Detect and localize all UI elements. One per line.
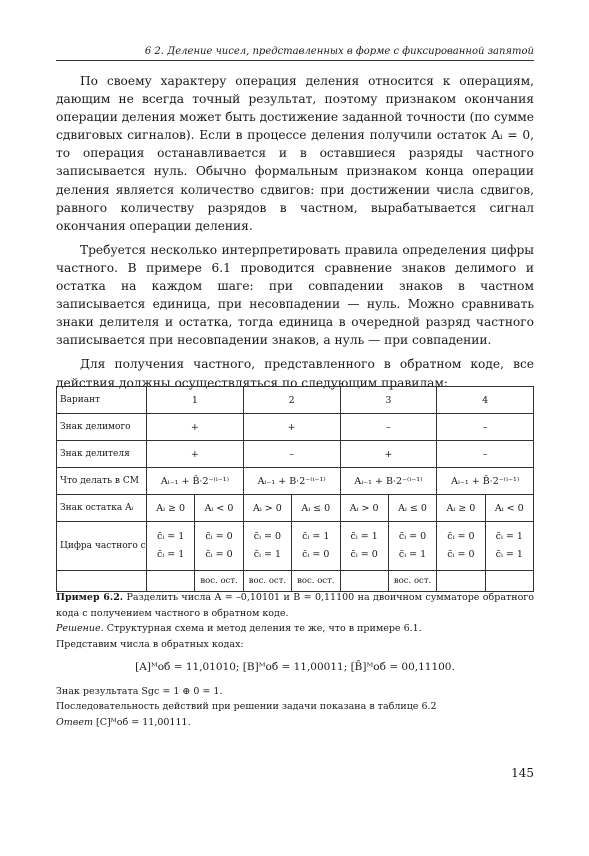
action-cell: Aᵢ₋₁ + B̄·2⁻⁽ⁱ⁻¹⁾ <box>437 468 534 495</box>
solution-text: Структурная схема и метод деления те же, что в примере 6.1. <box>106 623 422 634</box>
answer-label: Ответ <box>56 716 93 728</box>
action-label: Что делать в СМ <box>57 468 147 495</box>
example-task-text: Разделить числа A = –0,10101 и B = 0,11100 на двоичном сумматоре обратного кода с получением частного в обратном коде. <box>56 592 534 619</box>
digit-bottom: c̄ᵢ = 0 <box>447 549 475 560</box>
paragraph-1: По своему характеру операция деления относится к операциям, дающим не всегда точный результат, поэтому признаком окончания операции деления может быть достижение заданной точности (по сумме сдвиговых сигналов). Если в процессе деления получили остаток Aᵢ = 0, то операция останавливается и в оставшиеся разряды частного записывается нуль. Обычно формальным признаком конца операции деления является количество сдвигов: при достижении числа сдвигов, равного количеству разрядов в частном, вырабатывается сигнал окончания операции деления. <box>56 74 534 233</box>
remainder-sign-cell: Aᵢ < 0 <box>485 495 533 522</box>
restore-note-cell: вос. ост. <box>243 571 291 592</box>
dividend-sign-label: Знак делимого <box>57 414 147 441</box>
restore-note-cell <box>437 571 485 592</box>
example-task <box>56 590 534 621</box>
divisor-sign-row <box>57 441 534 468</box>
remainder-sign-label: Знак остатка Aᵢ <box>57 495 147 522</box>
quotient-digit-label: Цифра частного с <box>57 522 147 571</box>
quotient-digit-cell <box>243 522 291 571</box>
codes-formula: [A]ᴹоб = 11,01010; [B]ᴹоб = 11,00011; [B̄]ᴹоб = 00,11100. <box>135 661 455 673</box>
variant-row <box>57 387 534 414</box>
digit-bottom: c̄ᵢ = 0 <box>350 549 378 560</box>
digit-top: c̄ᵢ = 1 <box>157 531 185 542</box>
divisor-sign-cell: + <box>147 441 244 468</box>
digit-bottom: c̄ᵢ = 1 <box>495 549 523 560</box>
solution-label: Решение. <box>56 623 104 634</box>
dividend-sign-cell: + <box>147 414 244 441</box>
dividend-sign-row <box>57 414 534 441</box>
variant-cell: 1 <box>147 387 244 414</box>
remainder-sign-row <box>57 495 534 522</box>
restore-note-cell <box>147 571 195 592</box>
restore-note-cell <box>485 571 533 592</box>
digit-top: c̄ᵢ = 1 <box>350 531 378 542</box>
digit-top: c̄ᵢ = 1 <box>495 531 523 542</box>
example-block <box>56 590 534 730</box>
page-number: 145 <box>511 766 534 780</box>
divisor-sign-label: Знак делителя <box>57 441 147 468</box>
variant-cell: 4 <box>437 387 534 414</box>
dividend-sign-cell: + <box>243 414 340 441</box>
sequence-text: Последовательность действий при решении задачи показана в таблице 6.2 <box>56 701 437 712</box>
remainder-sign-cell: Aᵢ > 0 <box>243 495 291 522</box>
represent-text: Представим числа в обратных кодах: <box>56 638 244 650</box>
divisor-sign-cell: + <box>340 441 437 468</box>
action-cell: Aᵢ₋₁ + B̄·2⁻⁽ⁱ⁻¹⁾ <box>147 468 244 495</box>
quotient-digit-cell <box>147 522 195 571</box>
digit-top: c̄ᵢ = 1 <box>302 531 330 542</box>
remainder-sign-cell: Aᵢ ≥ 0 <box>437 495 485 522</box>
digit-bottom: c̄ᵢ = 1 <box>398 549 427 560</box>
dividend-sign-cell: – <box>340 414 437 441</box>
action-cell: Aᵢ₋₁ + B·2⁻⁽ⁱ⁻¹⁾ <box>243 468 340 495</box>
quotient-digit-cell <box>437 522 485 571</box>
paragraph-2: Требуется несколько интерпретировать правила определения цифры частного. В примере 6.1 проводится сравнение знаков делимого и остатка на каждом шаге: при совпадении знаков в частном записывается единица, при несовпадении — нуль. Можно сравнивать знаки делителя и остатка, тогда единица в очередной разряд частного записывается при несовпадении знаков, а нуль — при совпадении. <box>56 242 534 348</box>
action-cell: Aᵢ₋₁ + B·2⁻⁽ⁱ⁻¹⁾ <box>340 468 437 495</box>
main-text <box>56 72 534 398</box>
action-row <box>57 468 534 495</box>
quotient-digit-row <box>57 522 534 571</box>
digit-bottom: c̄ᵢ = 0 <box>205 549 233 560</box>
note-label <box>57 571 147 592</box>
remainder-sign-cell: Aᵢ ≤ 0 <box>388 495 436 522</box>
restore-note-row <box>57 571 534 592</box>
restore-note-cell <box>340 571 388 592</box>
paragraph-3: Для получения частного, представленного в обратном коде, все действия должны осуществляться по следующим правилам: <box>56 357 534 390</box>
digit-top: c̄ᵢ = 0 <box>253 531 282 542</box>
sign-result: Знак результата Sgc = 1 ⊕ 0 = 1. <box>56 685 223 697</box>
digit-bottom: c̄ᵢ = 1 <box>253 549 282 560</box>
division-rules-table <box>56 386 534 592</box>
restore-note-cell: вос. ост. <box>388 571 436 592</box>
restore-note-cell: вос. ост. <box>292 571 340 592</box>
example-solution <box>56 621 534 637</box>
running-header: 6 2. Деление чисел, представленных в форме с фиксированной запятой <box>56 46 534 61</box>
digit-top: c̄ᵢ = 0 <box>398 531 427 542</box>
quotient-digit-cell <box>195 522 243 571</box>
divisor-sign-cell: – <box>243 441 340 468</box>
variant-cell: 3 <box>340 387 437 414</box>
digit-top: c̄ᵢ = 0 <box>205 531 233 542</box>
divisor-sign-cell: – <box>437 441 534 468</box>
quotient-digit-cell <box>485 522 533 571</box>
remainder-sign-cell: Aᵢ < 0 <box>195 495 243 522</box>
quotient-digit-cell <box>340 522 388 571</box>
answer-line <box>56 715 534 731</box>
dividend-sign-cell: – <box>437 414 534 441</box>
variant-label: Вариант <box>57 387 147 414</box>
quotient-digit-cell <box>292 522 340 571</box>
variant-cell: 2 <box>243 387 340 414</box>
remainder-sign-cell: Aᵢ ≤ 0 <box>292 495 340 522</box>
example-title: Пример 6.2. <box>56 592 124 603</box>
digit-top: c̄ᵢ = 0 <box>447 531 475 542</box>
digit-bottom: c̄ᵢ = 0 <box>302 549 330 560</box>
remainder-sign-cell: Aᵢ > 0 <box>340 495 388 522</box>
answer-value: [C]ᴹоб = 11,00111. <box>96 716 191 728</box>
remainder-sign-cell: Aᵢ ≥ 0 <box>147 495 195 522</box>
digit-bottom: c̄ᵢ = 1 <box>157 549 185 560</box>
restore-note-cell: вос. ост. <box>195 571 243 592</box>
quotient-digit-cell <box>388 522 436 571</box>
